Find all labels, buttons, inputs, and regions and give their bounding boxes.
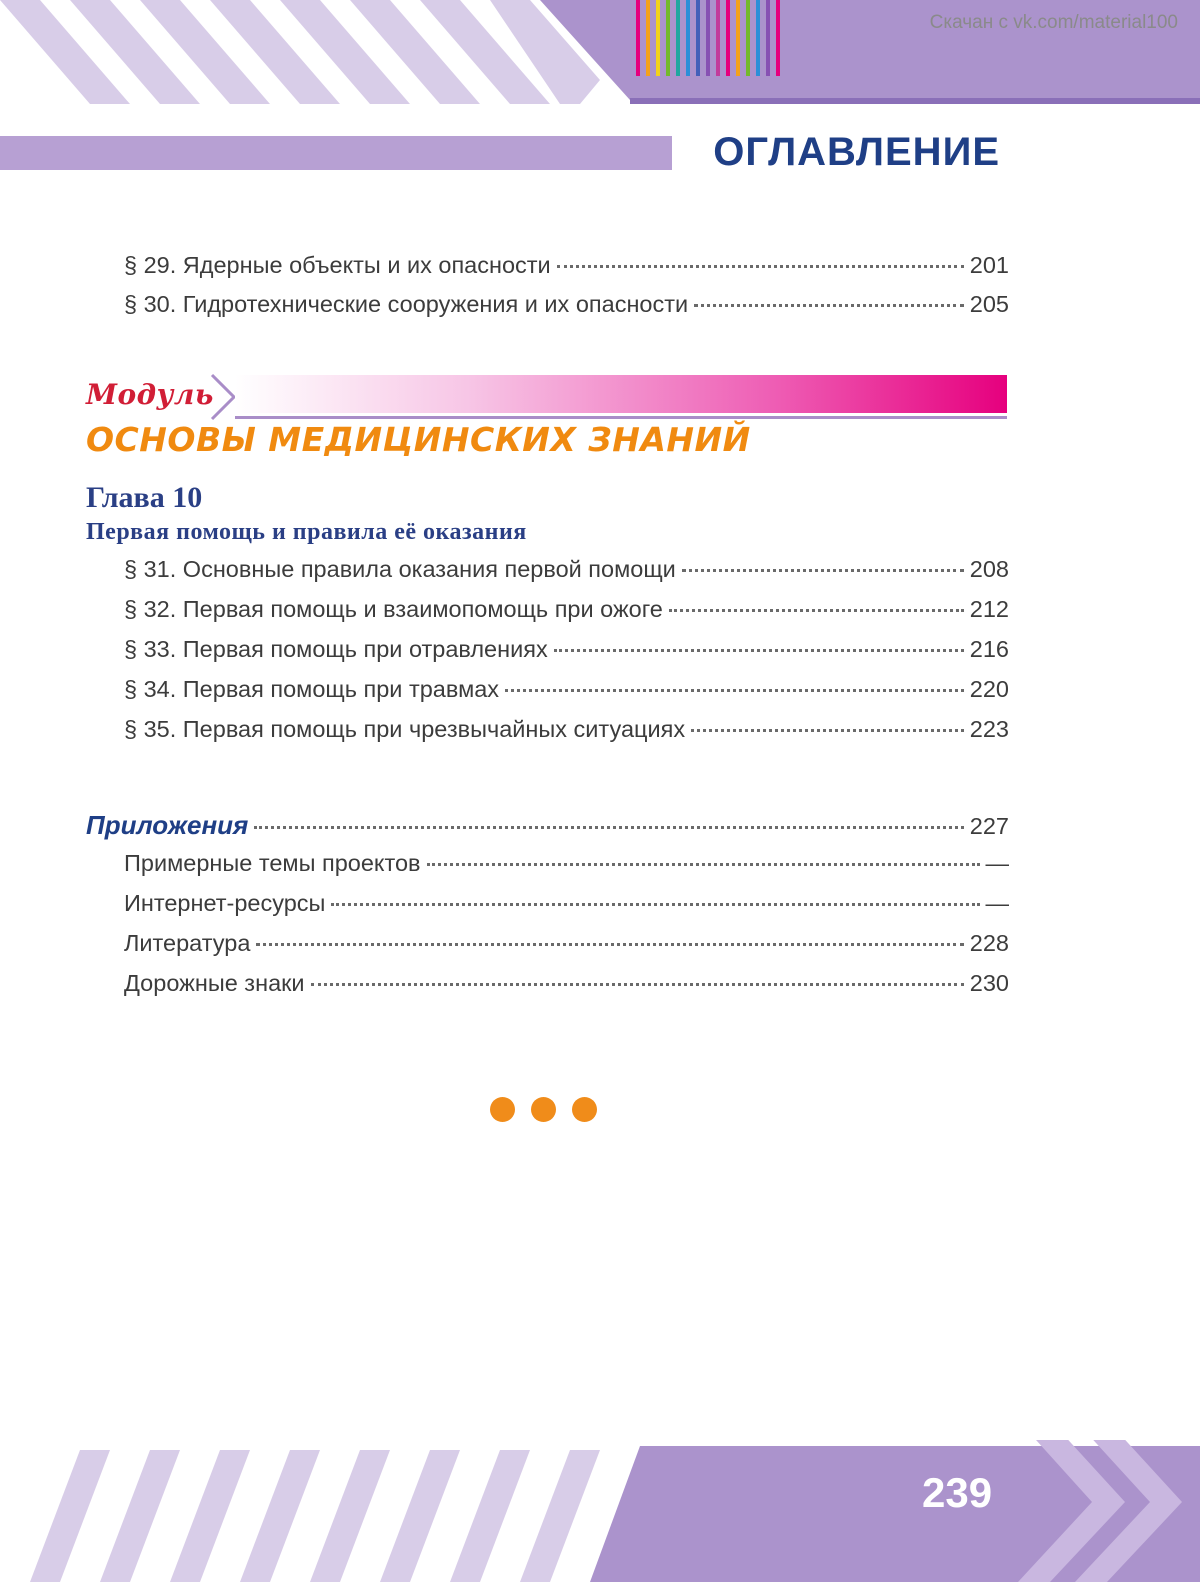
leader-dots [557, 265, 964, 268]
toc-item-page: 228 [969, 930, 1009, 956]
toc-item-page: 201 [969, 252, 1009, 278]
toc-item-page: 212 [969, 596, 1009, 622]
toc-item-page: 230 [969, 970, 1009, 996]
toc-item[interactable] [124, 252, 1009, 284]
dot-icon [490, 1097, 515, 1122]
toc-item[interactable] [124, 556, 1009, 588]
leader-dots [554, 649, 964, 652]
dot-icon [572, 1097, 597, 1122]
toc-item[interactable] [124, 596, 1009, 628]
leader-dots [427, 863, 980, 866]
toc-item[interactable] [124, 636, 1009, 668]
title-bar-decoration [0, 136, 672, 170]
leader-dots [669, 609, 964, 612]
toc-item[interactable] [124, 930, 1009, 962]
toc-item-label: Литература [124, 930, 251, 956]
leader-dots [694, 304, 964, 307]
toc-item-label: § 29. Ядерные объекты и их опасности [124, 252, 551, 278]
appendix-label: Приложения [86, 810, 249, 840]
leader-dots [691, 729, 964, 732]
toc-item[interactable] [124, 291, 1009, 323]
module-banner-underline [235, 416, 1007, 419]
toc-item-appendix[interactable] [86, 810, 1009, 842]
end-of-section-dots [490, 1097, 597, 1122]
toc-item-page: 208 [969, 556, 1009, 582]
toc-item[interactable] [124, 676, 1009, 708]
chapter-title: Первая помощь и правила её оказания [86, 519, 527, 545]
toc-item-page: — [985, 890, 1009, 916]
toc-item-label: § 35. Первая помощь при чрезвычайных ситуациях [124, 716, 686, 742]
toc-item-page: 227 [969, 813, 1009, 839]
toc-item[interactable] [124, 890, 1009, 922]
leader-dots [682, 569, 964, 572]
watermark: Скачан с vk.com/material100 [929, 12, 1178, 33]
module-title: ОСНОВЫ МЕДИЦИНСКИХ ЗНАНИЙ [86, 420, 751, 459]
toc-item-label: Примерные темы проектов [124, 850, 421, 876]
page-title: ОГЛАВЛЕНИЕ [713, 130, 1000, 174]
toc-item-label: Дорожные знаки [124, 970, 305, 996]
toc-item-label: Интернет-ресурсы [124, 890, 326, 916]
toc-item-page: — [985, 850, 1009, 876]
page-number: 239 [922, 1469, 993, 1516]
leader-dots [505, 689, 964, 692]
leader-dots [331, 903, 979, 906]
toc-item[interactable] [124, 716, 1009, 748]
module-banner [235, 375, 1007, 413]
toc-item[interactable] [124, 850, 1009, 882]
toc-item-label: § 30. Гидротехнические сооружения и их опасности [124, 291, 689, 317]
module-label: Модуль [86, 378, 214, 411]
dot-icon [531, 1097, 556, 1122]
toc-item-label: § 33. Первая помощь при отравлениях [124, 636, 548, 662]
toc-item-label: § 34. Первая помощь при травмах [124, 676, 500, 702]
leader-dots [254, 826, 963, 829]
footer-decoration [0, 1440, 1200, 1582]
toc-item-page: 220 [969, 676, 1009, 702]
toc-item-page: 223 [969, 716, 1009, 742]
chapter-number: Глава 10 [86, 481, 203, 514]
leader-dots [256, 943, 963, 946]
leader-dots [311, 983, 964, 986]
toc-item[interactable] [124, 970, 1009, 1002]
toc-item-label: § 32. Первая помощь и взаимопомощь при ожоге [124, 596, 663, 622]
toc-item-label: § 31. Основные правила оказания первой помощи [124, 556, 676, 582]
toc-item-page: 216 [969, 636, 1009, 662]
toc-item-page: 205 [969, 291, 1009, 317]
